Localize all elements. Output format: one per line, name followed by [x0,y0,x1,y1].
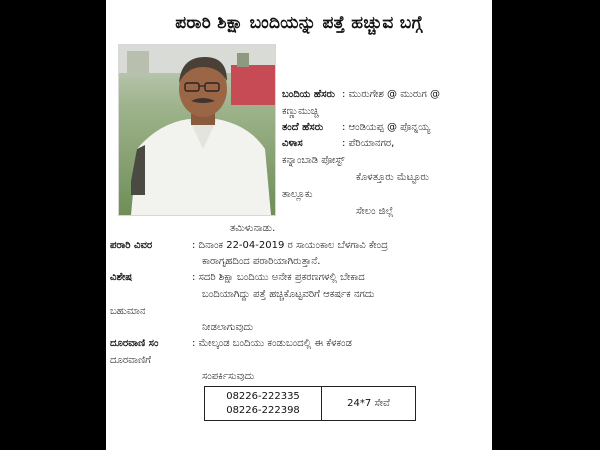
phone-label: ದೂರವಾಣಿ ಸಂ [110,338,159,349]
address-line-2: ಕನ್ನಾಂಬಾಡಿ ಪೋಸ್ಟ್ [282,155,345,166]
contact-numbers-cell [205,387,322,420]
name-value: : ಮುರುಗೇಶ @ ಮುರುಗ @ [342,89,440,100]
address-line-5: ಸೇಲಂ ಜಿಲ್ಲೆ [356,206,394,217]
phone-line-1: : ಮೇಲ್ಕಂಡ ಬಂದಿಯು ಕಂಡುಬಂದಲ್ಲಿ ಈ ಕೆಳಕಂಡ [192,338,352,349]
phone-line-2: ದೂರವಾಣಿಗೆ [110,355,151,366]
special-label: ವಿಶೇಷ [110,272,133,283]
name-label: ಬಂದಿಯ ಹೆಸರು [282,89,335,100]
contact-number-1: 08226-222335 [226,390,300,402]
address-line-6: ತಮಿಳುನಾಡು. [230,223,276,234]
prisoner-photo-image [119,45,275,215]
phone-line-3: ಸಂಪರ್ಕಿಸುವುದು [202,371,255,382]
notice-title: ಪರಾರಿ ಶಿಕ್ಷಾ ಬಂದಿಯನ್ನು ಪತ್ತೆ ಹಚ್ಚುವ ಬಗ್ಗೆ [175,13,423,33]
name-value-cont: ಕಣ್ಣುಮುಚ್ಚಿ [282,106,319,117]
prisoner-photo [118,44,276,216]
special-line-4: ನೀಡಲಾಗುವುದು [202,322,254,333]
availability-cell: 24*7 ಸೇವೆ [347,398,390,409]
special-line-2: ಬಂದಿಯಾಗಿದ್ದು ಪತ್ತೆ ಹಚ್ಚಿಕೊಟ್ಟವರಿಗೆ ಆಕರ್ಷಕ ನಗದು [202,289,375,300]
address-label: ವಿಳಾಸ [282,138,303,149]
special-line-1: : ಸದರಿ ಶಿಕ್ಷಾ ಬಂದಿಯು ಅನೇಕ ಪ್ರಕರಣಗಳಲ್ಲಿ ಬೇಕಾದ [192,272,365,283]
address-line-3: ಕೊಳತ್ತೂರು ಮೆಟ್ಟೂರು [356,172,429,183]
father-value: : ಆಂಡಿಯಪ್ಪ @ ಪೊನ್ನಯ್ಯ [342,122,431,133]
escape-line-1: : ದಿನಾಂಕ 22-04-2019 ರ ಸಾಯಂಕಾಲ ಬೆಳಗಾವಿ ಕೇಂದ್ರ [192,240,388,251]
special-line-3: ಬಹುಮಾನ [110,306,146,317]
address-line-4: ತಾಲ್ಲೂಕು [282,189,313,200]
escape-line-2: ಕಾರಾಗೃಹದಿಂದ ಪರಾರಿಯಾಗಿರುತ್ತಾನೆ. [202,256,321,267]
father-label: ತಂದೆ ಹೆಸರು [282,122,324,133]
escape-label: ಪರಾರಿ ವಿವರ [110,240,153,251]
contact-table [204,386,416,421]
contact-number-2: 08226-222398 [226,404,300,416]
wanted-notice-page [106,0,492,450]
address-line-1: : ಪೆರಿಯಾನಗರ, [342,138,395,149]
